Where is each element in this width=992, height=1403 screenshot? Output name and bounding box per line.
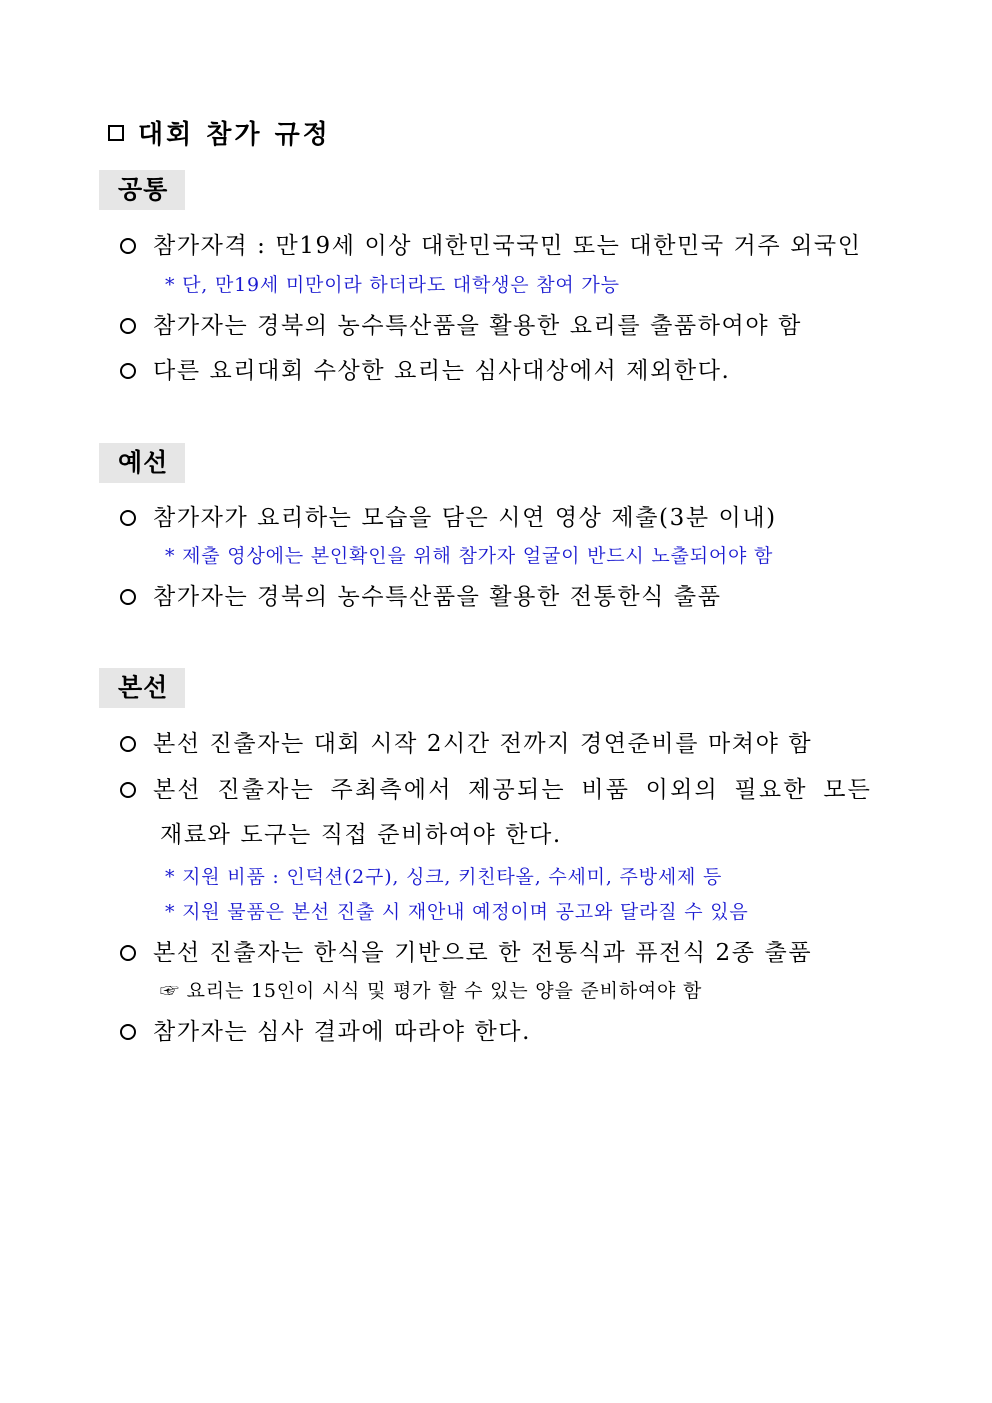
list-item-text: 참가자격 : 만19세 이상 대한민국국민 또는 대한민국 거주 외국인 xyxy=(153,233,862,259)
circle-bullet-icon xyxy=(120,945,136,961)
list-item xyxy=(120,502,910,534)
list-item xyxy=(120,774,910,851)
list-item xyxy=(120,310,910,342)
list-item-text: 본선 진출자는 한식을 기반으로 한 전통식과 퓨전식 2종 출품 xyxy=(153,940,813,966)
page-title-text: 대회 참가 규정 xyxy=(138,120,331,150)
note-text: * 제출 영상에는 본인확인을 위해 참가자 얼굴이 반드시 노출되어야 함 xyxy=(165,545,774,567)
list-item-text: 참가자가 요리하는 모습을 담은 시연 영상 제출(3분 이내) xyxy=(153,505,777,531)
list-item-text: 참가자는 경북의 농수특산품을 활용한 전통한식 출품 xyxy=(153,584,722,610)
circle-bullet-icon xyxy=(120,238,136,254)
list-item xyxy=(120,581,910,613)
circle-bullet-icon xyxy=(120,736,136,752)
list-item xyxy=(120,355,910,387)
list-item xyxy=(120,728,910,760)
circle-bullet-icon xyxy=(120,589,136,605)
circle-bullet-icon xyxy=(120,782,136,798)
list-item-text: 다른 요리대회 수상한 요리는 심사대상에서 제외한다. xyxy=(153,358,731,384)
section-tag-prelim: 예선 xyxy=(99,443,185,483)
square-bullet-icon xyxy=(108,125,124,141)
note-text: * 지원 비품 : 인덕션(2구), 싱크, 키친타올, 수세미, 주방세제 등 xyxy=(165,866,723,888)
list-item-text: 본선 진출자는 주최측에서 제공되는 비품 이외의 필요한 모든 xyxy=(153,777,873,803)
list-item-text: 본선 진출자는 대회 시작 2시간 전까지 경연준비를 마쳐야 함 xyxy=(153,731,813,757)
circle-bullet-icon xyxy=(120,318,136,334)
list-item-text: 참가자는 경북의 농수특산품을 활용한 요리를 출품하여야 함 xyxy=(153,313,802,339)
note-text: * 지원 물품은 본선 진출 시 재안내 예정이며 공고와 달라질 수 있음 xyxy=(165,901,749,923)
list-item-text-continued: 재료와 도구는 직접 준비하여야 한다. xyxy=(160,822,562,848)
note-text: ☞ 요리는 15인이 시식 및 평가 할 수 있는 양을 준비하여야 함 xyxy=(160,980,703,1002)
note-text: * 단, 만19세 미만이라 하더라도 대학생은 참여 가능 xyxy=(165,274,620,296)
section-tag-common: 공통 xyxy=(99,170,185,210)
circle-bullet-icon xyxy=(120,1024,136,1040)
section-tag-final: 본선 xyxy=(99,668,185,708)
list-item xyxy=(120,937,910,969)
list-item xyxy=(120,230,910,262)
list-item xyxy=(120,1016,910,1048)
circle-bullet-icon xyxy=(120,363,136,379)
page-title xyxy=(108,114,331,151)
circle-bullet-icon xyxy=(120,510,136,526)
list-item-text: 참가자는 심사 결과에 따라야 한다. xyxy=(153,1019,532,1045)
